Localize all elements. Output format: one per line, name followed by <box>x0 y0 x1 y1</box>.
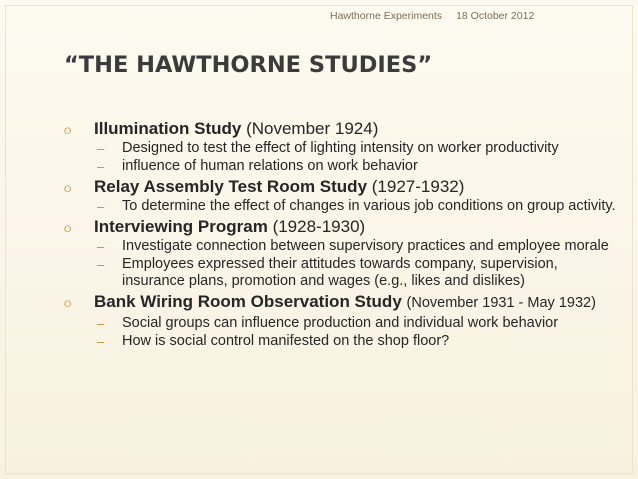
bullet-icon: ⭘ <box>64 299 72 309</box>
bullet-list <box>64 118 624 351</box>
sub-bullet-text: influence of human relations on work behavior <box>122 158 418 174</box>
dash-icon: – <box>97 141 105 156</box>
bullet-date: (November 1924) <box>246 119 379 138</box>
sub-bullet <box>64 238 624 255</box>
sub-bullet-text: To determine the effect of changes in various job conditions on group activity. <box>122 198 616 214</box>
bullet-date: (1928-1930) <box>272 217 366 236</box>
header-date: 18 October 2012 <box>456 10 535 22</box>
bullet-icon: ⭘ <box>64 126 72 136</box>
sub-bullet-text: Investigate connection between supervisory practices and employee morale <box>122 238 609 254</box>
sub-bullet-text: Social groups can influence production and individual work behavior <box>122 315 559 331</box>
bullet-name: Relay Assembly Test Room Study <box>94 177 368 196</box>
bullet-name: Bank Wiring Room Observation Study <box>94 292 402 311</box>
bullet-name: Illumination Study <box>94 119 242 138</box>
dash-icon: – <box>97 239 105 254</box>
bullet-name: Interviewing Program <box>94 217 268 236</box>
sub-bullet-text: Designed to test the effect of lighting intensity on worker productivity <box>122 140 559 156</box>
bullet-item-bank-wiring <box>64 291 624 350</box>
dash-icon: – <box>97 316 105 331</box>
bullet-item-illumination <box>64 118 624 175</box>
dash-icon: – <box>97 334 105 349</box>
sub-bullet <box>64 158 624 175</box>
dash-icon: – <box>97 159 105 174</box>
bullet-item-interviewing <box>64 216 624 290</box>
slide-header <box>330 10 534 22</box>
sub-bullet <box>64 333 624 350</box>
sub-bullet-text: How is social control manifested on the shop floor? <box>122 333 450 349</box>
sub-bullet <box>64 256 624 290</box>
bullet-item-relay-assembly <box>64 176 624 215</box>
sub-bullet <box>64 198 624 215</box>
bullet-icon: ⭘ <box>64 224 72 234</box>
dash-icon: – <box>97 199 105 214</box>
sub-bullet <box>64 140 624 157</box>
sub-bullet-text: Employees expressed their attitudes towards company, supervision, insurance plans, promotion and wages (e.g., likes and dislikes) <box>122 256 558 289</box>
slide-title: “THE HAWTHORNE STUDIES” <box>64 52 433 78</box>
dash-icon: – <box>97 257 105 272</box>
bullet-date: (November 1931 - May 1932) <box>406 295 596 311</box>
bullet-icon: ⭘ <box>64 184 72 194</box>
bullet-date: (1927-1932) <box>371 177 465 196</box>
sub-bullet <box>64 315 624 332</box>
header-footer-text: Hawthorne Experiments <box>330 10 443 22</box>
